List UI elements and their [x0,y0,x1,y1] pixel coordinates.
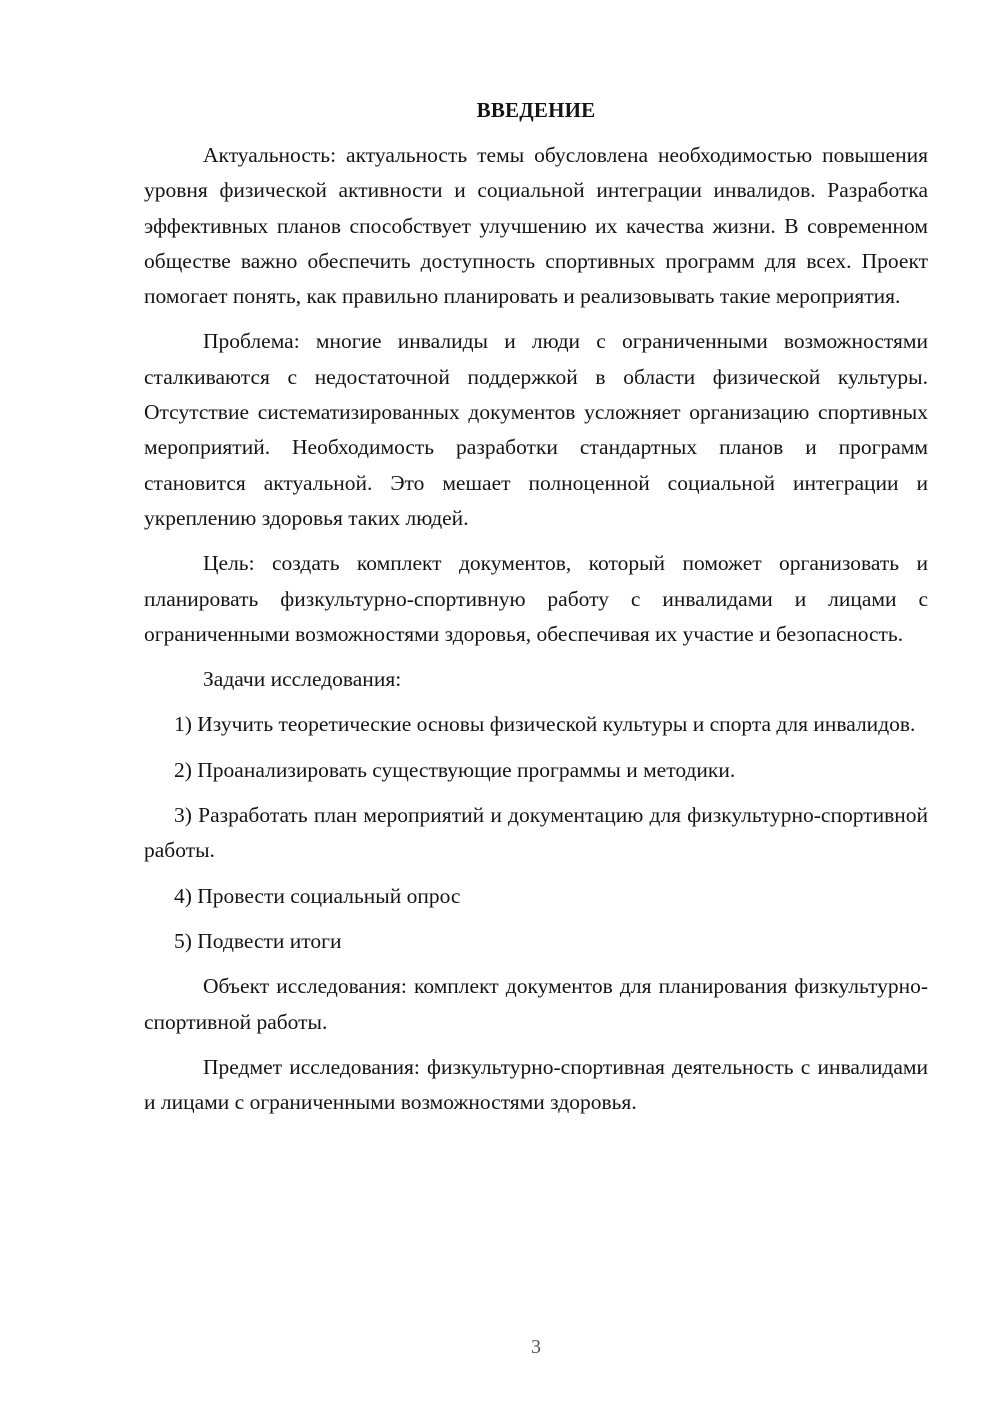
paragraph-tasks-heading: Задачи исследования: [203,667,402,692]
page-content [144,92,928,1130]
paragraph-subject: Предмет исследования: физкультурно-спортивная деятельность с инвалидами и лицами с ограниченными возможностями здоровья. [144,1054,928,1115]
page-number: 3 [531,1336,541,1358]
task-item-1: 1) Изучить теоретические основы физической культуры и спорта для инвалидов. [174,712,916,737]
task-item-4: 4) Провести социальный опрос [174,883,461,908]
paragraph-goal: Цель: создать комплект документов, который поможет организовать и планировать физкультурно-спортивную работу с инвалидами и лицами с ограниченными возможностями здоровья, обеспечивая их участие и безопасность. [144,551,928,646]
page-title: ВВЕДЕНИЕ [476,98,596,122]
task-item-3: 3) Разработать план мероприятий и документацию для физкультурно-спортивной работы. [144,803,928,863]
paragraph-problem: Проблема: многие инвалиды и люди с ограниченными возможностями сталкиваются с недостаточной поддержкой в области физической культуры. Отсутствие систематизированных документов усложняет организацию спортивных мероприятий. Необходимость разработки стандартных планов и программ становится актуальной. Это мешает полноценной социальной интеграции и укреплению здоровья таких людей. [144,329,928,530]
paragraph-relevance: Актуальность: актуальность темы обусловлена необходимостью повышения уровня физической активности и социальной интеграции инвалидов. Разработка эффективных планов способствует улучшению их качества жизни. В современном обществе важно обеспечить доступность спортивных программ для всех. Проект помогает понять, как правильно планировать и реализовывать такие мероприятия. [144,143,928,309]
task-item-2: 2) Проанализировать существующие программы и методики. [174,757,736,782]
paragraph-object: Объект исследования: комплект документов для планирования физкультурно-спортивной работы. [144,974,928,1034]
task-item-5: 5) Подвести итоги [174,928,342,953]
